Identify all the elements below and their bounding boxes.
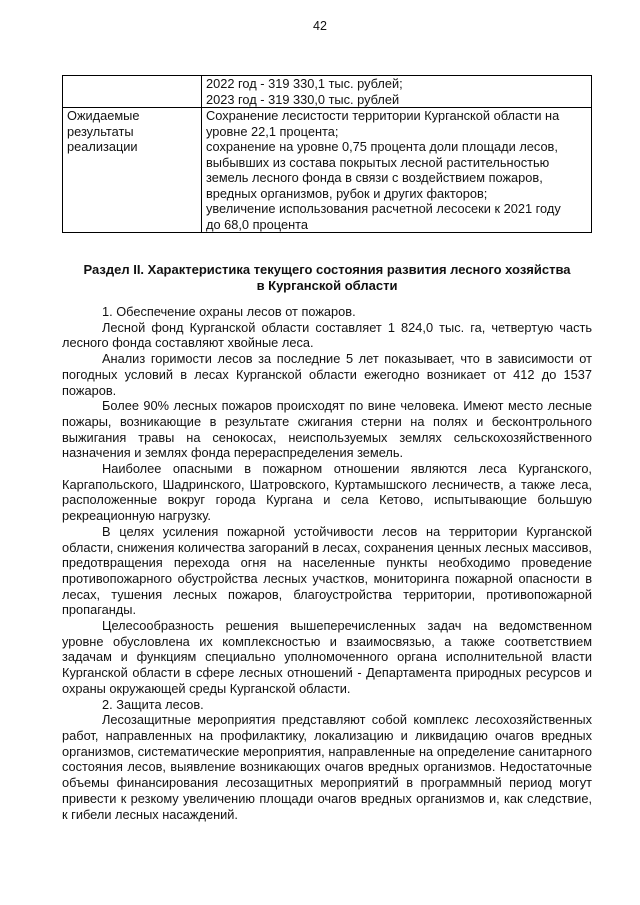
table-row [63,76,592,108]
table-row [63,108,592,233]
paragraph: Лесной фонд Курганской области составляет 1 824,0 тыс. га, четвертую часть лесного фонда составляют хвойные леса. [62,319,592,351]
table-cell-funding [202,76,592,108]
body-text [62,304,592,822]
result-line: выбывших из состава покрытых лесной растительностью [206,154,550,170]
page-number: 42 [313,19,327,33]
result-line: уровне 22,1 процента; [206,123,339,139]
result-line: до 68,0 процента [206,216,308,232]
subsection-title: 1. Обеспечение охраны лесов от пожаров. [102,304,356,319]
funding-line: 2022 год - 319 330,1 тыс. рублей; [206,76,403,91]
section-heading-line: Раздел II. Характеристика текущего состояния развития лесного хозяйства [83,262,571,277]
table-cell-label [63,108,202,233]
paragraph: Наиболее опасными в пожарном отношении являются леса Курганского, Каргапольского, Шадринского, Шатровского, Куртамышского лесничеств, а также леса, расположенные вокруг города Кургана и села Кетово, испытывающие большую рекреационную нагрузку. [62,461,592,524]
table-cell-label [63,76,202,108]
subsection-title: 2. Защита лесов. [102,696,204,712]
section-heading-line: в Курганской области [256,278,398,293]
label-line: результаты [67,123,134,139]
result-line: сохранение на уровне 0,75 процента доли площади лесов, [206,139,558,154]
section-heading [62,262,592,294]
paragraph: Лесозащитные мероприятия представляют собой комплекс лесохозяйственных работ, направленных на профилактику, локализацию и ликвидацию очагов вредных организмов, систематические мероприятия, направленные на определение санитарного состояния лесов, выявление возникающих очагов вредных организмов. Недостаточные объемы финансирования лесозащитных мероприятий в программный период могут привести к резкому увеличению площади очагов вредных организмов и, как следствие, к гибели лесных насаждений. [62,712,592,822]
result-line: земель лесного фонда в связи с воздействием пожаров, [206,170,543,185]
paragraph: Целесообразность решения вышеперечисленных задач на ведомственном уровне обусловлена их комплексностью и взаимосвязью, а также соответствием задачам и функциям специально уполномоченного органа исполнительной власти Курганской области в сфере лесных отношений - Департамента природных ресурсов и охраны окружающей среды Курганской области. [62,618,592,696]
paragraph: Анализ горимости лесов за последние 5 лет показывает, что в зависимости от погодных условий в лесах Курганской области ежегодно возникает от 412 до 1537 пожаров. [62,351,592,398]
paragraph: В целях усиления пожарной устойчивости лесов на территории Курганской области, снижения количества загораний в лесах, сохранения ценных лесных массивов, предотвращения перехода огня на населенные пункты необходимо проведение противопожарного обустройства лесных участков, мониторинга пожарной опасности в лесах, тушения лесных пожаров, благоустройства территории, противопожарной пропаганды. [62,523,592,618]
result-line: вредных организмов, рубок и других факторов; [206,185,488,201]
label-line: Ожидаемые [67,108,140,123]
program-passport-table [62,75,592,233]
result-line: увеличение использования расчетной лесосеки к 2021 году [206,201,561,216]
funding-line: 2023 год - 319 330,0 тыс. рублей [206,91,400,107]
label-line: реализации [67,139,138,154]
result-line: Сохранение лесистости территории Курганской области на [206,108,560,123]
paragraph: Более 90% лесных пожаров происходят по вине человека. Имеют место лесные пожары, возникающие в результате сжигания стерни на полях и бесконтрольного выжигания травы на сенокосах, неиспользуемых землях сельскохозяйственного назначения и землях фонда перераспределения земель. [62,398,592,461]
table-cell-results [202,108,592,233]
